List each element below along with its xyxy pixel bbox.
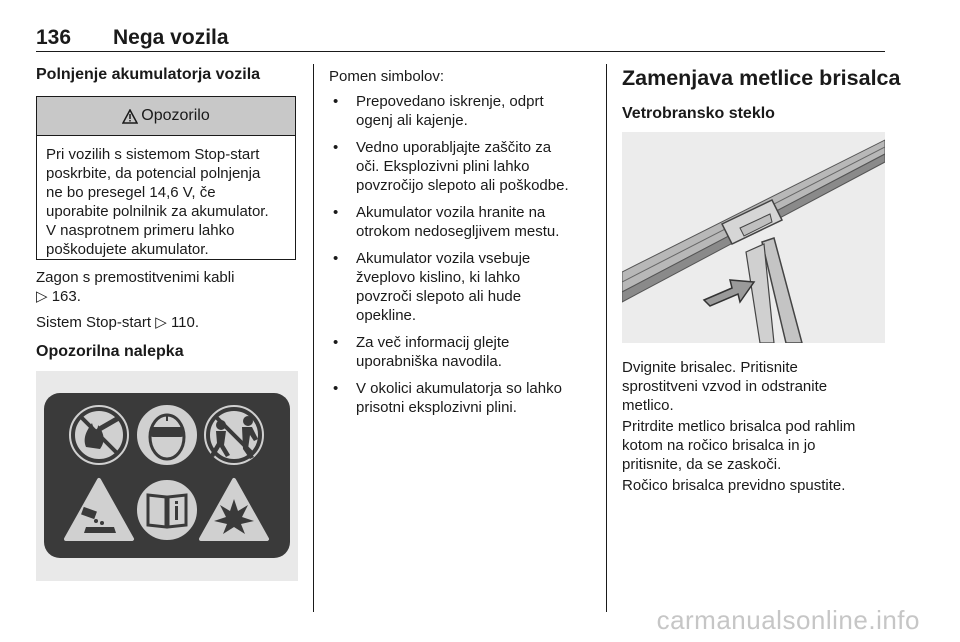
column-divider-1 [313, 64, 314, 612]
warning-line: uporabite polnilnik za akumulator. [46, 203, 269, 220]
column-divider-2 [606, 64, 607, 612]
header-rule [36, 51, 885, 52]
warning-header [37, 97, 295, 136]
page-title: Nega vozila [113, 26, 229, 49]
warning-line: poškodujete akumulator. [46, 241, 209, 258]
reference-page: 163. [51, 288, 81, 305]
warning-line: ne bo presegel 14,6 V, če [46, 184, 216, 201]
eye-protection-icon [136, 404, 198, 466]
page-ref-arrow-icon: ▷ [36, 288, 48, 305]
cross-reference-stop-start[interactable] [36, 313, 199, 332]
wiper-blade-icon [622, 140, 885, 343]
cross-reference-jump-start[interactable] [36, 268, 234, 306]
warning-label-image [36, 371, 298, 581]
watermark: carmanualsonline.info [656, 605, 920, 635]
reference-text: Zagon s premostitvenimi kabli [36, 269, 235, 286]
no-fire-icon [68, 404, 130, 466]
list-item: • Za več informacij glejte uporabniška navodila. [329, 333, 599, 371]
list-item: • Prepovedano iskrenje, odprt ogenj ali kajenje. [329, 92, 599, 130]
warning-text [37, 136, 295, 259]
wiper-illustration [622, 132, 885, 343]
warning-line: poskrbite, da potencial polnjenja [46, 165, 261, 182]
list-item: • Akumulator vozila vsebuje žveplovo kislino, ki lahko povzroči slepoto ali hude opekline. [329, 249, 599, 325]
page-number: 136 [36, 26, 72, 49]
subheading-windscreen: Vetrobransko steklo [622, 105, 775, 122]
page-ref-arrow-icon: ▷ [155, 314, 167, 331]
reference-page: 110. [170, 314, 200, 331]
keep-children-away-icon [203, 404, 265, 466]
push-arrow-icon [704, 280, 754, 306]
reference-text: Sistem Stop-start [36, 314, 152, 331]
read-manual-icon [136, 479, 198, 541]
warning-title: Opozorilo [141, 107, 210, 124]
section-heading-charging: Polnjenje akumulatorja vozila [36, 66, 261, 83]
warning-line: V nasprotnem primeru lahko [46, 222, 235, 239]
list-item: • Vedno uporabljajte zaščito za oči. Eksplozivni plini lahko povzročijo slepoto ali poškodbe. [329, 138, 599, 195]
list-item: • V okolici akumulatorja so lahko prisotni eksplozivni plini. [329, 379, 599, 417]
symbols-list [329, 92, 599, 425]
warning-line: Pri vozilih s sistemom Stop-start [46, 146, 260, 163]
warning-triangle-icon [122, 109, 138, 124]
symbols-intro: Pomen simbolov: [329, 68, 445, 85]
paragraph-lift-wiper: Dvignite brisalec. Pritisnite sprostitveni vzvod in odstranite metlico. [622, 359, 828, 414]
warning-box [36, 96, 296, 260]
paragraph-lower-arm: Ročico brisalca previdno spustite. [622, 477, 846, 494]
list-item: • Akumulator vozila hranite na otrokom nedosegljivem mestu. [329, 203, 599, 241]
section-heading-wiper: Zamenjava metlice brisalca [622, 66, 901, 90]
paragraph-attach-blade: Pritrdite metlico brisalca pod rahlim kotom na ročico brisalca in jo pritisnite, da se zaskoči. [622, 418, 856, 473]
subheading-warning-label: Opozorilna nalepka [36, 343, 184, 360]
